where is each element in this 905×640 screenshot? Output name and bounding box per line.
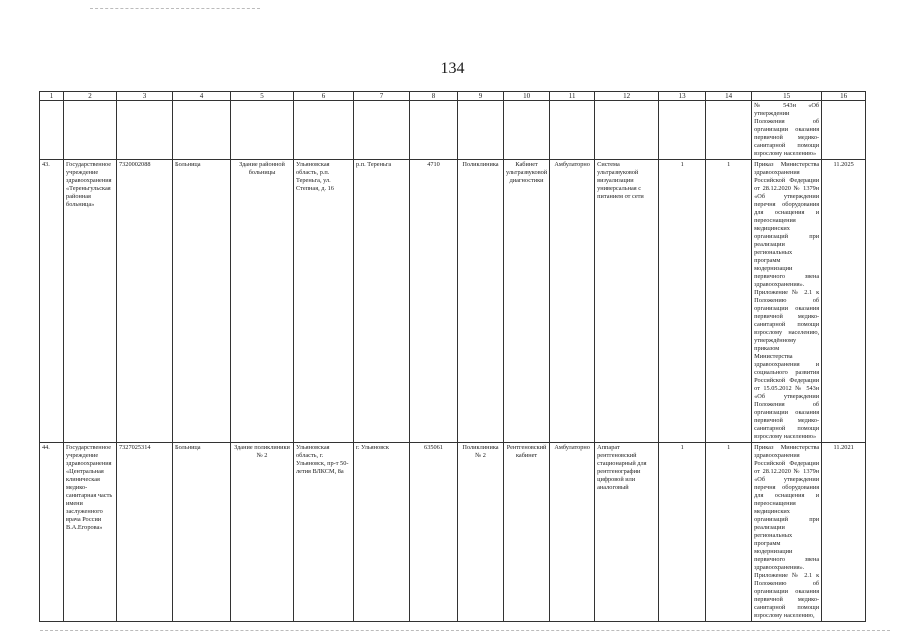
scan-artifact (90, 8, 260, 9)
basis-continuation: № 543н «Об утверждении Положения об организации оказания первичной медико-санитарной помощи взрослому населению» (752, 101, 822, 160)
address: Ульяновская область, г. Ульяновск, пр-т 50-летия ВЛКСМ, 8а (294, 443, 354, 622)
institution-name: Государственное учреждение здравоохранения «Центральная клиническая медико-санитарная часть имени заслуженного врача России В.А.Егорова» (64, 443, 117, 622)
qty-available: 1 (706, 443, 752, 622)
table-row (40, 443, 866, 622)
column-number: 4 (173, 92, 231, 101)
register-table (39, 91, 866, 622)
table-row (40, 160, 866, 443)
building: Здание поликлиники № 2 (231, 443, 294, 622)
column-number: 16 (822, 92, 866, 101)
qty-available: 1 (706, 160, 752, 443)
column-number: 15 (752, 92, 822, 101)
column-number: 11 (550, 92, 595, 101)
column-number: 9 (458, 92, 504, 101)
building: Здание районной больницы (231, 160, 294, 443)
room: Кабинет ультразвуковой диагностики (504, 160, 550, 443)
inn: 7320002088 (117, 160, 173, 443)
institution-name: Государственное учреждение здравоохранения «Тереньгульская районная больница» (64, 160, 117, 443)
column-number: 8 (410, 92, 458, 101)
code: 4710 (410, 160, 458, 443)
locality: р.п. Тереньга (354, 160, 410, 443)
column-number: 10 (504, 92, 550, 101)
column-number: 3 (117, 92, 173, 101)
locality: г. Ульяновск (354, 443, 410, 622)
date: 11.2021 (822, 443, 866, 622)
unit: Поликлиника № 2 (458, 443, 504, 622)
address: Ульяновская область, р.п. Тереньга, ул. Степная, д. 16 (294, 160, 354, 443)
column-number: 12 (595, 92, 659, 101)
equipment: Аппарат рентгеновский стационарный для рентгенографии цифровой или аналоговый (595, 443, 659, 622)
code: 635061 (410, 443, 458, 622)
care-type: Амбулаторно (550, 443, 595, 622)
care-type: Амбулаторно (550, 160, 595, 443)
inn: 7327025314 (117, 443, 173, 622)
continuation-row (40, 101, 866, 160)
page-number: 134 (440, 60, 465, 77)
category: Больница (173, 443, 231, 622)
qty-required: 1 (659, 160, 706, 443)
column-number: 5 (231, 92, 294, 101)
room: Рентгеновский кабинет (504, 443, 550, 622)
column-number: 14 (706, 92, 752, 101)
scan-artifact (40, 630, 890, 631)
column-number: 13 (659, 92, 706, 101)
column-number: 1 (40, 92, 64, 101)
column-number: 6 (294, 92, 354, 101)
column-number: 2 (64, 92, 117, 101)
qty-required: 1 (659, 443, 706, 622)
row-number: 44. (40, 443, 64, 622)
column-number: 7 (354, 92, 410, 101)
legal-basis: Приказ Министерства здравоохранения Российской Федерации от 28.12.2020 № 1379н «Об утверждении перечня оборудования для оснащения и переоснащения медицинских организаций при реализации региональных программ модернизации первичного звена здравоохранения». Приложение № 2.1 к Положению об организации оказания первичной медико-санитарной помощи взрослому населению, (752, 443, 822, 622)
date: 11.2025 (822, 160, 866, 443)
row-number: 43. (40, 160, 64, 443)
category: Больница (173, 160, 231, 443)
column-number-row (40, 92, 866, 101)
unit: Поликлиника (458, 160, 504, 443)
equipment: Система ультразвуковой визуализации универсальная с питанием от сети (595, 160, 659, 443)
legal-basis: Приказ Министерства здравоохранения Российской Федерации от 28.12.2020 № 1379н «Об утверждении перечня оборудования для оснащения и переоснащения медицинских организаций при реализации региональных программ модернизации первичного звена здравоохранения». Приложение № 2.1 к Положению об организации оказания первичной медико-санитарной помощи взрослому населению, утверждённому приказом Министерства здравоохранения и социального развития Российской Федерации от 15.05.2012 № 543н «Об утверждении Положения об организации оказания первичной медико-санитарной помощи взрослому населению» (752, 160, 822, 443)
